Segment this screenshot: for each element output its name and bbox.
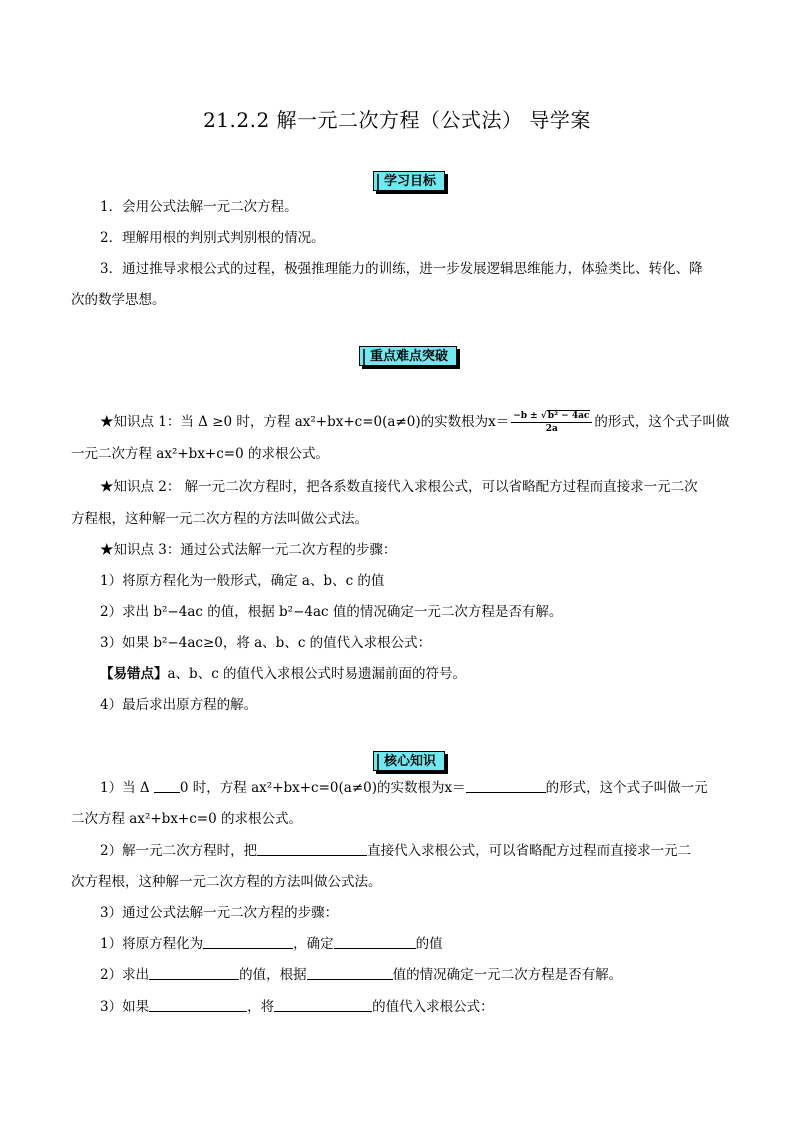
fill-blank[interactable] xyxy=(149,965,239,980)
knowledge-1-cont: 一元二次方程 ax²+bx+c=0 的求根公式。 xyxy=(71,446,329,462)
fill-blank[interactable] xyxy=(274,997,372,1012)
fill-blank[interactable] xyxy=(466,778,546,793)
fill-blank[interactable] xyxy=(257,841,367,856)
goal-3: 3．通过推导求根公式的过程，极强推理能力的训练，进一步发展逻辑思维能力，体验类比、转化、降 xyxy=(100,261,703,277)
core-2-cont: 次方程根，这种解一元二次方程的方法叫做公式法。 xyxy=(71,874,382,890)
header-bar xyxy=(377,754,379,770)
fill-blank[interactable] xyxy=(149,997,247,1012)
knowledge-1 xyxy=(100,410,760,435)
header-bar xyxy=(363,349,365,365)
fill-blank[interactable] xyxy=(307,965,393,980)
goal-3-cont: 次的数学思想。 xyxy=(71,292,166,308)
section-header-key xyxy=(359,346,457,366)
k1-text-a: ★知识点 1：当 Δ ≥0 时，方程 ax²+bx+c=0(a≠0)的实数根为x＝ xyxy=(100,414,510,430)
fill-blank[interactable] xyxy=(154,778,180,793)
core-3: 3）通过公式法解一元二次方程的步骤： xyxy=(100,905,339,921)
page-title: 21.2.2 解一元二次方程（公式法） 导学案 xyxy=(203,108,591,132)
error-text: a、b、c 的值代入求根公式时易遗漏前面的符号。 xyxy=(167,666,467,682)
core-1: 1）当 Δ 0 时，方程 ax²+bx+c=0(a≠0)的实数根为x＝ 的形式，这个式子叫做一元 xyxy=(100,780,708,796)
knowledge-3: ★知识点 3：通过公式法解一元二次方程的步骤： xyxy=(100,542,397,558)
section-header-goals xyxy=(373,171,445,191)
section-title: 学习目标 xyxy=(384,174,437,189)
formula-denominator: 2a xyxy=(545,424,558,434)
k1-text-b: 的形式，这个式子叫做 xyxy=(594,414,730,430)
fill-blank[interactable] xyxy=(203,934,293,949)
knowledge-2: ★知识点 2： 解一元二次方程时，把各系数直接代入求根公式，可以省略配方过程而直接求一元二次 xyxy=(100,479,698,495)
step-4: 4）最后求出原方程的解。 xyxy=(100,697,258,713)
root-formula xyxy=(511,410,592,435)
core-step-2: 2）求出 的值，根据 值的情况确定一元二次方程是否有解。 xyxy=(100,967,623,983)
error-point xyxy=(100,664,760,684)
step-2: 2）求出 b²−4ac 的值，根据 b²−4ac 值的情况确定一元二次方程是否有解。 xyxy=(100,604,563,620)
section-title: 核心知识 xyxy=(384,754,437,769)
knowledge-2-cont: 方程根，这种解一元二次方程的方法叫做公式法。 xyxy=(71,511,368,527)
goal-1: 1．会用公式法解一元二次方程。 xyxy=(100,199,298,215)
step-1: 1）将原方程化为一般形式，确定 a、b、c 的值 xyxy=(100,573,385,589)
section-title: 重点难点突破 xyxy=(370,349,449,364)
header-bar xyxy=(377,174,379,190)
goal-2: 2．理解用根的判别式判别根的情况。 xyxy=(100,230,325,246)
fill-blank[interactable] xyxy=(334,934,416,949)
section-header-core xyxy=(373,751,445,771)
core-step-1: 1）将原方程化为 ，确定 的值 xyxy=(100,936,443,952)
core-2: 2）解一元二次方程时，把 直接代入求根公式，可以省略配方过程而直接求一元二 xyxy=(100,843,692,859)
core-1-cont: 二次方程 ax²+bx+c=0 的求根公式。 xyxy=(71,811,302,827)
core-step-3: 3）如果 ，将 的值代入求根公式： xyxy=(100,999,494,1015)
error-tag: 【易错点】 xyxy=(100,666,168,682)
step-3: 3）如果 b²−4ac≥0，将 a、b、c 的值代入求根公式： xyxy=(100,635,432,651)
formula-numerator: −b ± √b² − 4ac xyxy=(511,410,592,423)
